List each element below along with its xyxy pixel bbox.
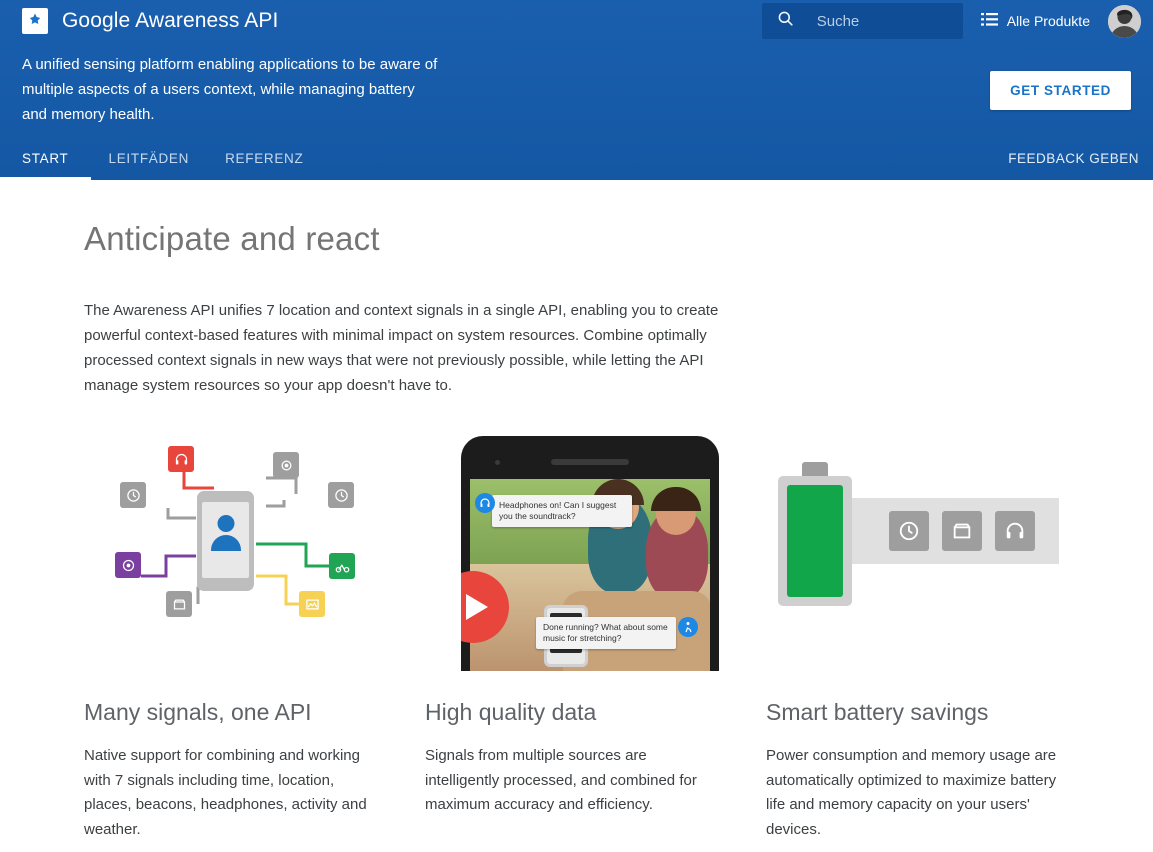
header-tabs	[0, 138, 1153, 180]
section-title: Anticipate and react	[84, 220, 380, 257]
headphones-tray-icon	[995, 511, 1035, 551]
weather-signal-icon	[299, 591, 325, 617]
location-signal-icon	[115, 552, 141, 578]
main-content	[0, 220, 1153, 842]
time-signal-icon	[328, 482, 354, 508]
feature-cards	[84, 436, 1153, 842]
card-body: Native support for combining and working with 7 signals including time, location, places, beacons, headphones, activity and weather.	[84, 747, 367, 838]
battery-icon	[778, 476, 852, 606]
feature-card-signals	[84, 436, 425, 842]
feedback-link[interactable]: FEEDBACK GEBEN	[1008, 151, 1139, 166]
header-description: A unified sensing platform enabling applications to be aware of multiple aspects of a users context, while managing battery and memory health.	[22, 56, 438, 123]
tab-referenz[interactable]: REFERENZ	[225, 151, 304, 166]
intro-paragraph: The Awareness API unifies 7 location and context signals in a single API, enabling you to create powerful context-based features with minimal impact on system resources. Combine optimally processed context signals in new ways that were not previously possible, while letting the API manage system resources so your app doesn't have to.	[84, 302, 719, 394]
phone-figure-icon	[197, 491, 254, 591]
clock-tray-icon	[889, 511, 929, 551]
places-tray-icon	[942, 511, 982, 551]
phone-screen	[470, 479, 710, 671]
headphones-badge-icon	[475, 493, 495, 513]
phone-device-icon	[461, 436, 719, 671]
get-started-button[interactable]: GET STARTED	[990, 71, 1131, 110]
clock-signal-icon	[120, 482, 146, 508]
header-right-group	[762, 3, 1141, 39]
battery-fill	[787, 485, 843, 597]
feature-card-quality	[425, 436, 766, 842]
all-products-label: Alle Produkte	[1006, 13, 1090, 29]
all-products-menu[interactable]	[981, 13, 1090, 29]
bubble-headphones: Headphones on! Can I suggest you the soundtrack?	[492, 495, 632, 527]
camera-dot-icon	[495, 460, 500, 465]
card-body: Signals from multiple sources are intelligently processed, and combined for maximum accuracy and efficiency.	[425, 747, 697, 813]
card-body: Power consumption and memory usage are automatically optimized to maximize battery life and memory capacity on your users' devices.	[766, 747, 1057, 838]
places-signal-icon	[166, 591, 192, 617]
tab-start[interactable]: START	[22, 151, 91, 180]
apps-list-icon	[981, 13, 998, 29]
card-heading: High quality data	[425, 699, 597, 725]
beacon-signal-icon	[273, 452, 299, 478]
header-top-bar	[0, 0, 1153, 42]
tab-leitfaeden[interactable]: LEITFÄDEN	[108, 151, 190, 166]
battery-cap-icon	[802, 462, 828, 477]
headphones-signal-icon	[168, 446, 194, 472]
signals-diagram-illustration	[84, 436, 425, 671]
feature-card-battery	[766, 436, 1107, 842]
site-header	[0, 0, 1153, 180]
bubble-running: Done running? What about some music for stretching?	[536, 617, 676, 649]
speaker-grill-icon	[551, 459, 629, 465]
page-title: Google Awareness API	[62, 9, 279, 32]
user-avatar[interactable]	[1108, 5, 1141, 38]
phone-photo-illustration	[425, 436, 766, 671]
activity-badge-icon	[678, 617, 698, 637]
search-box[interactable]	[762, 3, 963, 39]
battery-savings-illustration	[766, 436, 1107, 671]
card-heading: Smart battery savings	[766, 699, 989, 725]
card-heading: Many signals, one API	[84, 699, 312, 725]
google-developers-logo-icon[interactable]	[22, 8, 48, 34]
search-icon	[776, 9, 795, 33]
activity-bike-signal-icon	[329, 553, 355, 579]
search-input[interactable]	[817, 13, 947, 30]
